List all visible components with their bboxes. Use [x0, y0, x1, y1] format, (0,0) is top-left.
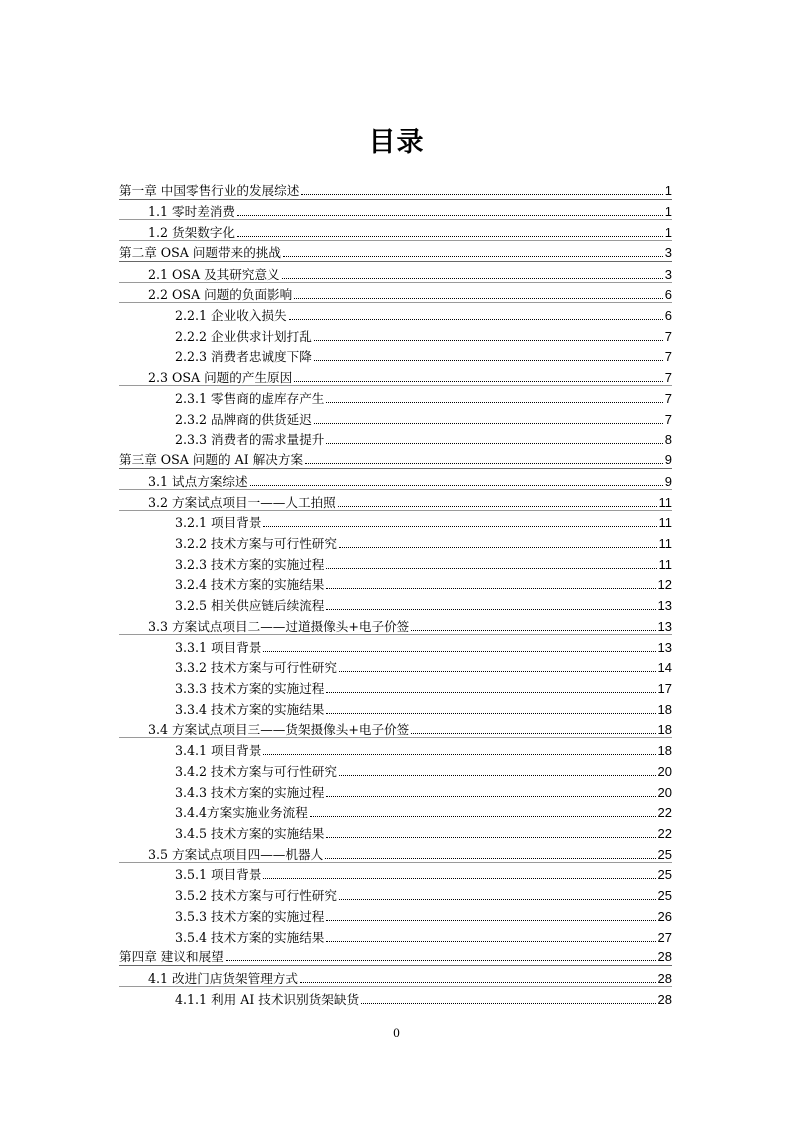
toc-entry[interactable]: [119, 386, 672, 407]
dot-leader: [314, 360, 663, 361]
toc-entry-page: 6: [664, 308, 672, 324]
toc-entry-page: 11: [658, 535, 672, 551]
dot-leader: [326, 402, 662, 403]
toc-entry[interactable]: [119, 883, 672, 904]
toc-entry-label: 3.3.2 技术方案与可行性研究: [175, 660, 337, 676]
toc-entry[interactable]: [119, 324, 672, 345]
toc-entry[interactable]: [119, 448, 672, 469]
toc-entry[interactable]: [119, 469, 672, 490]
toc-entry-page: 9: [664, 452, 672, 468]
dot-leader: [314, 423, 663, 424]
dot-leader: [263, 878, 655, 879]
toc-entry-page: 1: [664, 225, 672, 241]
toc-entry-label: 3.3.3 技术方案的实施过程: [175, 680, 325, 696]
dot-leader: [283, 256, 663, 257]
toc-entry-page: 11: [658, 556, 672, 572]
toc-entry-label: 第四章 建议和展望: [119, 949, 224, 965]
toc-entry[interactable]: [119, 345, 672, 366]
toc-entry-label: 3.2.2 技术方案与可行性研究: [175, 535, 337, 551]
dot-leader: [326, 568, 656, 569]
toc-entry-page: 7: [664, 349, 672, 365]
toc-entry-label: 2.3.2 品牌商的供货延迟: [175, 411, 312, 427]
page-number: 0: [393, 1025, 400, 1040]
dot-leader: [294, 298, 663, 299]
toc-entry-page: 25: [657, 867, 672, 883]
toc-entry-page: 13: [657, 618, 672, 634]
toc-entry-label: 3.5.3 技术方案的实施过程: [175, 908, 325, 924]
toc-entry[interactable]: [119, 780, 672, 801]
toc-entry-label: 1.2 货架数字化: [148, 225, 236, 241]
toc-entry-page: 7: [664, 390, 672, 406]
toc-entry-page: 8: [664, 432, 672, 448]
toc-entry-page: 25: [657, 888, 672, 904]
dot-leader: [339, 775, 656, 776]
dot-leader: [263, 526, 656, 527]
toc-entry-label: 3.5.1 项目背景: [175, 867, 262, 883]
toc-entry-label: 2.3.1 零售商的虚库存产生: [175, 390, 325, 406]
toc-entry[interactable]: [119, 656, 672, 677]
toc-entry-page: 11: [658, 515, 672, 531]
toc-entry-label: 3.5.2 技术方案与可行性研究: [175, 888, 337, 904]
dot-leader: [326, 713, 655, 714]
dot-leader: [294, 381, 663, 382]
toc-entry-page: 18: [657, 722, 672, 738]
dot-leader: [326, 837, 655, 838]
toc-entry-page: 20: [657, 784, 672, 800]
toc-entry-page: 12: [657, 577, 672, 593]
toc-entry-page: 3: [664, 244, 672, 260]
toc-entry[interactable]: [119, 573, 672, 594]
toc-entry-label: 2.3 OSA 问题的产生原因: [148, 370, 293, 386]
dot-leader: [300, 982, 656, 983]
toc-entry[interactable]: [119, 718, 672, 739]
toc-entry[interactable]: [119, 241, 672, 262]
toc-entry[interactable]: [119, 303, 672, 324]
dot-leader: [326, 941, 655, 942]
toc-entry[interactable]: [119, 966, 672, 987]
toc-entry-page: 13: [657, 639, 672, 655]
toc-entry-page: 7: [664, 411, 672, 427]
dot-leader: [326, 692, 655, 693]
toc-entry-label: 2.2.1 企业收入损失: [175, 308, 287, 324]
dot-leader: [339, 899, 656, 900]
dot-leader: [289, 319, 663, 320]
dot-leader: [411, 630, 655, 631]
dot-leader: [411, 733, 655, 734]
toc-entry-label: 第三章 OSA 问题的 AI 解决方案: [119, 452, 304, 468]
table-of-contents: [119, 179, 672, 1008]
toc-entry-label: 3.2.5 相关供应链后续流程: [175, 598, 325, 614]
dot-leader: [339, 547, 657, 548]
dot-leader: [326, 920, 655, 921]
toc-entry-label: 3.3.4 技术方案的实施结果: [175, 701, 325, 717]
dot-leader: [326, 443, 662, 444]
toc-entry-label: 2.2.3 消费者忠诚度下降: [175, 349, 312, 365]
toc-entry-page: 27: [657, 929, 672, 945]
toc-entry-page: 14: [657, 660, 672, 676]
toc-entry[interactable]: [119, 511, 672, 532]
toc-entry[interactable]: [119, 365, 672, 386]
dot-leader: [339, 671, 656, 672]
toc-entry-page: 11: [658, 494, 672, 510]
toc-entry-page: 3: [664, 266, 672, 282]
toc-entry-page: 28: [657, 991, 672, 1007]
toc-entry-label: 2.3.3 消费者的需求量提升: [175, 432, 325, 448]
toc-entry-page: 18: [657, 701, 672, 717]
dot-leader: [326, 588, 655, 589]
toc-entry-label: 2.2.2 企业供求计划打乱: [175, 328, 312, 344]
dot-leader: [263, 651, 655, 652]
dot-leader: [226, 960, 656, 961]
toc-entry-page: 13: [657, 598, 672, 614]
toc-entry[interactable]: [119, 676, 672, 697]
toc-entry[interactable]: [119, 283, 672, 304]
toc-entry[interactable]: [119, 490, 672, 511]
toc-entry-label: 1.1 零时差消费: [148, 204, 236, 220]
toc-entry[interactable]: [119, 842, 672, 863]
toc-entry-page: 18: [657, 743, 672, 759]
dot-leader: [326, 796, 655, 797]
toc-entry-page: 25: [657, 846, 672, 862]
toc-entry[interactable]: [119, 220, 672, 241]
toc-entry-label: 4.1 改进门店货架管理方式: [148, 971, 298, 987]
toc-entry[interactable]: [119, 904, 672, 925]
toc-entry-label: 2.2 OSA 问题的负面影响: [148, 287, 293, 303]
toc-entry[interactable]: [119, 863, 672, 884]
dot-leader: [310, 816, 656, 817]
toc-entry-label: 3.4.2 技术方案与可行性研究: [175, 763, 337, 779]
dot-leader: [338, 506, 657, 507]
toc-entry[interactable]: [119, 531, 672, 552]
toc-entry-label: 3.1 试点方案综述: [148, 473, 248, 489]
toc-entry[interactable]: [119, 428, 672, 449]
toc-entry-page: 1: [664, 182, 672, 198]
dot-leader: [326, 609, 655, 610]
toc-entry[interactable]: [119, 593, 672, 614]
dot-leader: [250, 485, 663, 486]
toc-entry-label: 3.4.3 技术方案的实施过程: [175, 784, 325, 800]
toc-entry-page: 6: [664, 287, 672, 303]
toc-entry-label: 3.4.4方案实施业务流程: [175, 805, 308, 821]
toc-entry[interactable]: [119, 801, 672, 822]
toc-entry-label: 3.5.4 技术方案的实施结果: [175, 929, 325, 945]
dot-leader: [282, 278, 663, 279]
toc-entry-page: 28: [657, 971, 672, 987]
dot-leader: [263, 754, 655, 755]
toc-entry-page: 20: [657, 763, 672, 779]
toc-entry-label: 3.5 方案试点项目四——机器人: [148, 846, 324, 862]
dot-leader: [314, 340, 663, 341]
toc-entry-label: 3.4 方案试点项目三——货架摄像头+电子价签: [148, 722, 410, 738]
toc-entry-label: 3.3.1 项目背景: [175, 639, 262, 655]
toc-entry-label: 3.3 方案试点项目二——过道摄像头+电子价签: [148, 618, 410, 634]
toc-entry-label: 第一章 中国零售行业的发展综述: [119, 182, 300, 198]
page-title: 目录: [368, 127, 425, 158]
toc-entry[interactable]: [119, 697, 672, 718]
toc-entry-label: 2.1 OSA 及其研究意义: [148, 266, 280, 282]
toc-entry[interactable]: [119, 614, 672, 635]
toc-entry-label: 3.2 方案试点项目一——人工拍照: [148, 494, 336, 510]
toc-entry[interactable]: [119, 987, 672, 1008]
toc-entry[interactable]: [119, 200, 672, 221]
toc-entry[interactable]: [119, 179, 672, 200]
toc-entry[interactable]: [119, 262, 672, 283]
toc-entry-label: 3.2.1 项目背景: [175, 515, 262, 531]
toc-entry-page: 17: [657, 680, 672, 696]
toc-entry-page: 7: [664, 328, 672, 344]
toc-entry-page: 9: [664, 473, 672, 489]
toc-entry-page: 26: [657, 908, 672, 924]
toc-entry-label: 第二章 OSA 问题带来的挑战: [119, 244, 281, 260]
toc-entry-label: 3.4.5 技术方案的实施结果: [175, 826, 325, 841]
toc-entry[interactable]: [119, 407, 672, 428]
toc-entry-label: 3.2.3 技术方案的实施过程: [175, 556, 325, 572]
toc-entry[interactable]: [119, 738, 672, 759]
toc-entry-label: 3.4.1 项目背景: [175, 743, 262, 759]
toc-entry[interactable]: [119, 635, 672, 656]
toc-entry[interactable]: [119, 759, 672, 780]
dot-leader: [325, 858, 655, 859]
dot-leader: [237, 215, 663, 216]
dot-leader: [305, 463, 663, 464]
toc-entry[interactable]: [119, 821, 672, 842]
toc-entry-page: 22: [657, 805, 672, 821]
dot-leader: [361, 1003, 655, 1004]
toc-entry-page: 28: [657, 949, 672, 965]
toc-entry-page: 7: [664, 370, 672, 386]
toc-entry-label: 4.1.1 利用 AI 技术识别货架缺货: [175, 991, 360, 1007]
dot-leader: [237, 236, 663, 237]
toc-entry[interactable]: [119, 946, 672, 967]
toc-entry-page: 1: [664, 204, 672, 220]
toc-entry[interactable]: [119, 552, 672, 573]
toc-entry-page: 22: [657, 826, 672, 841]
toc-entry[interactable]: [119, 925, 672, 946]
toc-entry-label: 3.2.4 技术方案的实施结果: [175, 577, 325, 593]
dot-leader: [301, 194, 662, 195]
